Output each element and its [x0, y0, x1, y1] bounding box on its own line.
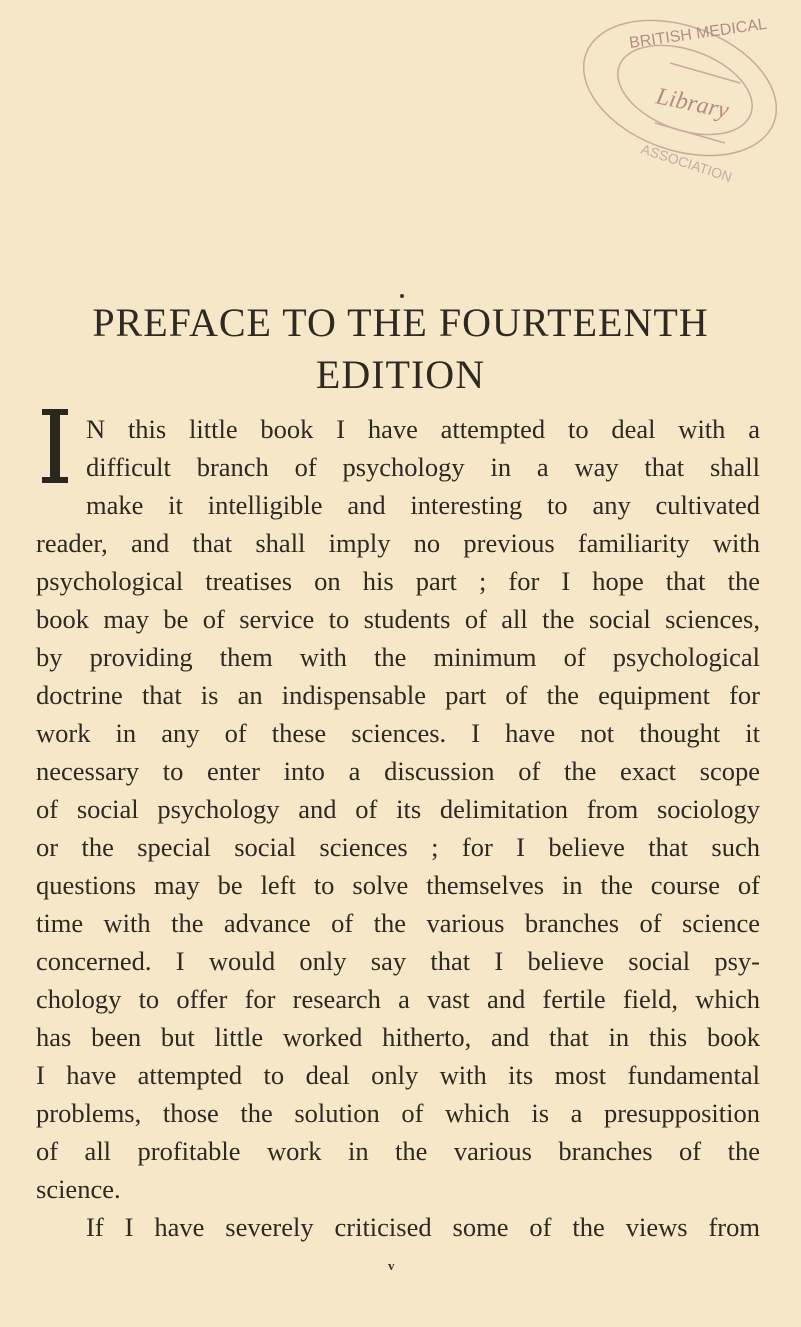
page-number: v — [388, 1258, 395, 1273]
text-line: chology to offer for research a vast and fertile field, which — [36, 984, 760, 1014]
library-stamp — [560, 8, 790, 186]
page-title-line2: EDITION — [315, 352, 486, 397]
text-line: necessary to enter into a discussion of the exact scope — [36, 756, 760, 786]
text-line: by providing them with the minimum of psychological — [36, 642, 760, 672]
text-line: N this little book I have attempted to deal with a — [86, 414, 760, 444]
text-line: has been but little worked hitherto, and that in this book — [36, 1022, 760, 1052]
text-line: difficult branch of psychology in a way that shall — [86, 452, 760, 482]
page-title: PREFACE TO THE FOURTEENTH — [92, 300, 709, 345]
text-line: questions may be left to solve themselves in the course of — [36, 870, 760, 900]
text-line: psychological treatises on his part ; for I hope that the — [36, 566, 760, 596]
text-line: problems, those the solution of which is a presupposition — [36, 1098, 760, 1128]
text-line: doctrine that is an indispensable part of the equipment for — [36, 680, 760, 710]
text-line: concerned. I would only say that I believe social psy- — [36, 946, 760, 976]
stamp-center-text: Library — [653, 83, 731, 125]
text-line: make it intelligible and interesting to any cultivated — [86, 490, 760, 520]
text-line: or the special social sciences ; for I believe that such — [36, 832, 760, 862]
text-line: of all profitable work in the various branches of the — [36, 1136, 760, 1166]
text-line: If I have severely criticised some of the views from — [86, 1212, 760, 1242]
text-line: time with the advance of the various branches of science — [36, 908, 760, 938]
drop-cap-initial — [40, 407, 70, 485]
text-line: science. — [36, 1174, 121, 1204]
text-line: book may be of service to students of all the social sciences, — [36, 604, 760, 634]
ornament-dot — [400, 294, 404, 298]
text-line: of social psychology and of its delimitation from sociology — [36, 794, 760, 824]
stamp-bottom-text: ASSOCIATION — [639, 140, 735, 186]
stamp-top-text: BRITISH MEDICAL — [628, 15, 768, 52]
text-line: I have attempted to deal only with its most fundamental — [36, 1060, 760, 1090]
text-line: reader, and that shall imply no previous familiarity with — [36, 528, 760, 558]
text-line: work in any of these sciences. I have not thought it — [36, 718, 760, 748]
